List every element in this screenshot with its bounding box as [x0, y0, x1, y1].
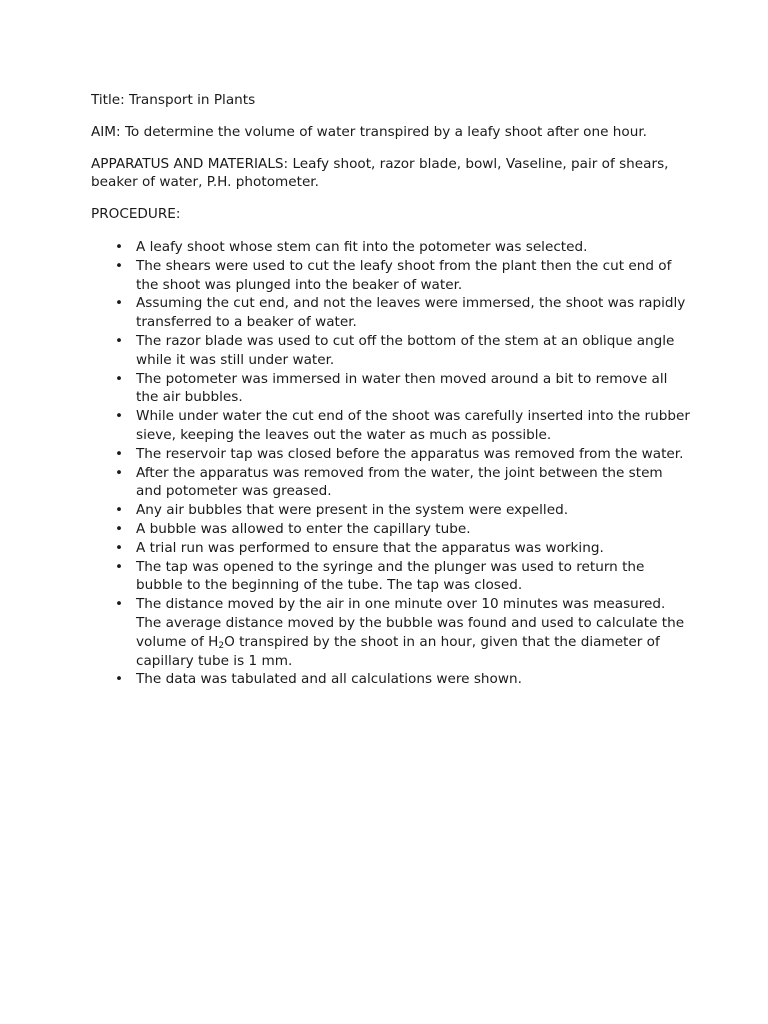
step-text: A bubble was allowed to enter the capillary tube.	[136, 520, 471, 537]
procedure-step	[91, 294, 691, 332]
step-text-part: O transpired by the shoot in an hour, given that the diameter of capillary tube is 1 mm.	[136, 633, 660, 669]
bullet-icon: •	[115, 408, 124, 425]
aim-paragraph: AIM: To determine the volume of water transpired by a leafy shoot after one hour.	[91, 123, 647, 140]
procedure-step	[91, 595, 691, 670]
step-text: After the apparatus was removed from the water, the joint between the stem and potometer was greased.	[136, 464, 663, 500]
procedure-step	[91, 558, 691, 596]
step-text: A trial run was performed to ensure that the apparatus was working.	[136, 539, 604, 556]
procedure-step	[91, 238, 691, 257]
bullet-icon: •	[115, 257, 124, 274]
step-text-part: The distance moved by the air in one minute over 10 minutes was measured. The average distance moved by the bubble was found and used to calculate the volume of H	[136, 596, 685, 650]
step-text: The data was tabulated and all calculations were shown.	[136, 671, 522, 688]
bullet-icon: •	[115, 539, 124, 556]
bullet-icon: •	[115, 464, 124, 481]
step-text: The reservoir tap was closed before the apparatus was removed from the water.	[136, 445, 684, 462]
step-text: The potometer was immersed in water then moved around a bit to remove all the air bubbles.	[136, 370, 668, 406]
step-text: The tap was opened to the syringe and the plunger was used to return the bubble to the beginning of the tube. The tap was closed.	[136, 558, 645, 594]
step-text: Any air bubbles that were present in the system were expelled.	[136, 502, 569, 519]
procedure-step	[91, 370, 691, 408]
step-text	[136, 596, 684, 668]
bullet-icon: •	[115, 671, 124, 688]
bullet-icon: •	[115, 238, 124, 255]
step-text: A leafy shoot whose stem can fit into the potometer was selected.	[136, 238, 588, 255]
bullet-icon: •	[115, 502, 124, 519]
procedure-step	[91, 407, 691, 445]
subscript-two: 2	[218, 640, 225, 651]
bullet-icon: •	[115, 332, 124, 349]
procedure-step	[91, 539, 691, 558]
procedure-step	[91, 257, 691, 295]
procedure-step	[91, 670, 691, 689]
procedure-step	[91, 445, 691, 464]
bullet-icon: •	[115, 295, 124, 312]
procedure-heading: PROCEDURE:	[91, 206, 181, 223]
step-text: The shears were used to cut the leafy shoot from the plant then the cut end of the shoot was plunged into the beaker of water.	[136, 257, 672, 293]
apparatus-paragraph: APPARATUS AND MATERIALS: Leafy shoot, razor blade, bowl, Vaseline, pair of shears, beaker of water, P.H. photometer.	[91, 155, 669, 191]
document-title: Title: Transport in Plants	[91, 92, 256, 108]
bullet-icon: •	[115, 520, 124, 537]
bullet-icon: •	[115, 596, 124, 613]
procedure-step	[91, 332, 691, 370]
step-text: Assuming the cut end, and not the leaves were immersed, the shoot was rapidly transferred to a beaker of water.	[136, 295, 686, 331]
procedure-step	[91, 520, 691, 539]
step-text: The razor blade was used to cut off the bottom of the stem at an oblique angle while it was still under water.	[136, 332, 675, 368]
document-body	[91, 91, 691, 689]
bullet-icon: •	[115, 558, 124, 575]
bullet-icon: •	[115, 445, 124, 462]
procedure-list	[91, 238, 691, 689]
procedure-step	[91, 501, 691, 520]
step-text: While under water the cut end of the shoot was carefully inserted into the rubber sieve, keeping the leaves out the water as much as possible.	[136, 408, 690, 443]
procedure-step	[91, 464, 691, 502]
bullet-icon: •	[115, 370, 124, 387]
